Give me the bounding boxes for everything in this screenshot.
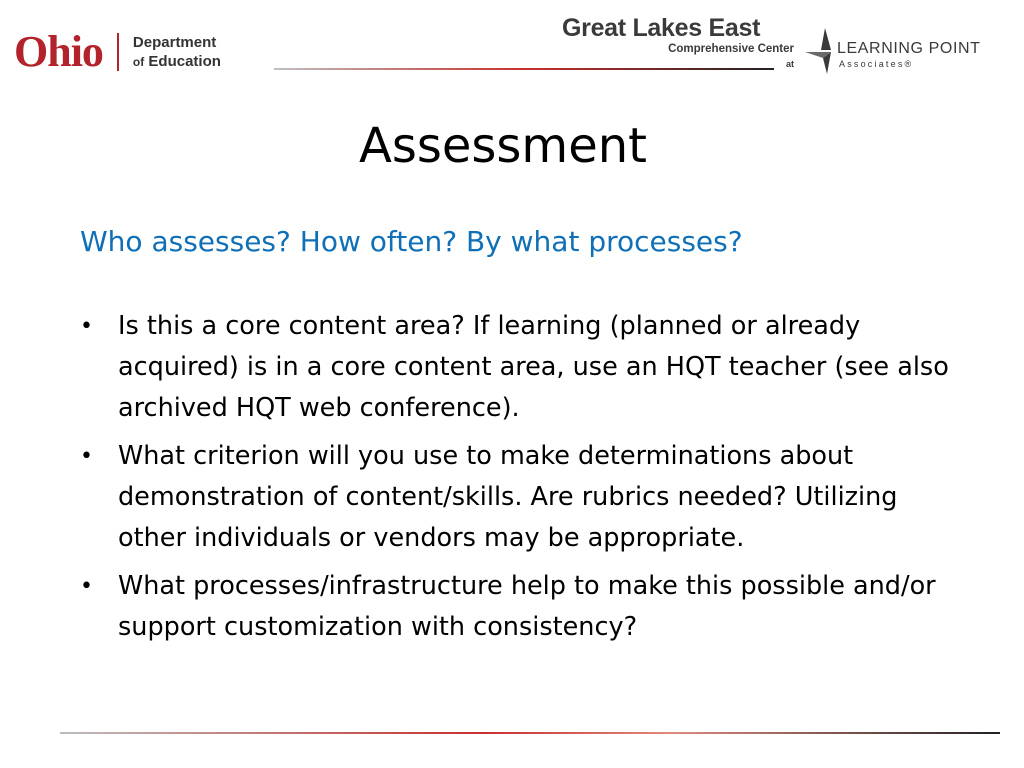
footer-divider-line [60,732,1000,734]
ohio-of-word: of [132,54,145,69]
ohio-department-text [133,33,221,72]
bullet-dot: • [80,444,93,469]
ohio-department-line: Department [132,33,217,51]
learning-point-name: LEARNING POINT [837,40,981,57]
ohio-wordmark: Ohio [14,27,103,76]
ohio-education-word: Education [148,52,221,70]
bullet-item [78,436,958,559]
bullet-text: Is this a core content area? If learning (planned or already acquired) is in a core content area, use an HQT teacher (see also archived HQT web conference). [118,311,949,423]
bullet-item [78,306,958,429]
great-lakes-east-title: Great Lakes East [562,14,761,42]
slide-title: Assessment [359,118,647,174]
ohio-logo-divider [117,33,119,71]
bullet-dot: • [80,574,93,599]
comprehensive-center-subtitle: Comprehensive Center [668,43,794,55]
slide-subtitle: Who assesses? How often? By what processes? [80,225,743,258]
associates-text: Associates® [839,59,914,69]
great-lakes-east-logo [562,14,794,72]
bullet-item [78,566,958,648]
learning-point-mark-icon [803,28,833,74]
learning-point-associates-logo [803,28,1003,74]
bullet-text: What criterion will you use to make determinations about demonstration of content/skills. Are rubrics needed? Utilizing other individuals or vendors may be appropriate. [118,441,898,553]
bullet-text: What processes/infrastructure help to make this possible and/or support customization with consistency? [118,571,936,642]
bullet-dot: • [80,314,93,339]
header-divider-line [274,68,774,70]
gle-at-text: at [785,59,794,69]
ohio-education-line [133,52,221,72]
bullet-list [78,306,958,655]
ohio-department-of-education-logo [14,27,221,76]
